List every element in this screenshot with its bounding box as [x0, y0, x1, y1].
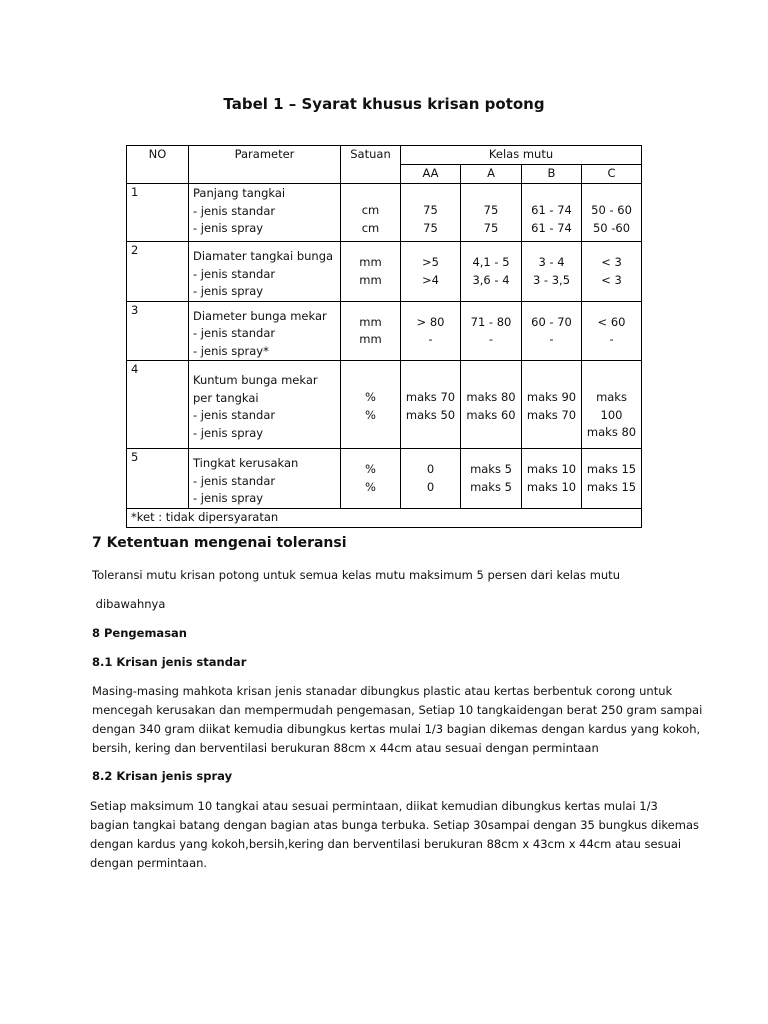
cell-parameter — [189, 361, 341, 449]
cell-a — [461, 301, 522, 361]
header-a: A — [461, 165, 522, 184]
cell-b-line: maks 90 — [526, 390, 577, 404]
cell-no: 3 — [127, 301, 189, 361]
cell-satuan — [341, 361, 401, 449]
cell-b-stack — [526, 361, 577, 424]
cell-satuan-stack — [345, 184, 396, 237]
cell-parameter — [189, 242, 341, 302]
table-body — [127, 184, 642, 509]
header-kelas-mutu: Kelas mutu — [401, 146, 642, 165]
cell-parameter-line: - jenis spray — [193, 284, 264, 298]
cell-c-line: maks 15 — [586, 462, 637, 476]
cell-satuan-line: % — [365, 479, 376, 494]
cell-c-line: maks 15 — [586, 479, 637, 494]
cell-satuan-line: mm — [359, 272, 382, 287]
cell-c-line: 50 - 60 — [591, 203, 632, 217]
cell-a-line: 71 - 80 — [470, 314, 512, 329]
cell-c-stack — [586, 361, 637, 442]
table-title: Tabel 1 – Syarat khusus krisan potong — [223, 95, 545, 113]
cell-parameter-line: - jenis standar — [193, 408, 276, 422]
cell-parameter-line: - jenis spray — [193, 491, 264, 505]
cell-parameter-line: per tangkai — [193, 390, 259, 405]
cell-a-line: 3,6 - 4 — [472, 272, 510, 287]
cell-c-line: 50 -60 — [592, 220, 631, 235]
cell-b — [522, 184, 582, 242]
cell-parameter-stack — [193, 302, 336, 361]
cell-parameter-line: Diameter bunga mekar — [193, 308, 327, 323]
cell-parameter-stack — [193, 184, 336, 238]
cell-b-line: 3 - 4 — [538, 255, 565, 269]
header-c: C — [582, 165, 642, 184]
cell-b-stack — [526, 184, 577, 237]
table-row — [127, 184, 642, 242]
cell-b-line: 60 - 70 — [531, 314, 572, 329]
cell-aa-line: 75 — [423, 220, 438, 235]
cell-b-line: maks 10 — [526, 479, 577, 494]
cell-a-line: maks 80 — [466, 390, 516, 404]
cell-aa — [401, 449, 461, 509]
cell-b-line: maks 10 — [526, 462, 577, 476]
cell-satuan — [341, 184, 401, 242]
cell-c — [582, 184, 642, 242]
cell-parameter-line: Diamater tangkai bunga — [193, 249, 334, 263]
cell-b-stack — [526, 302, 577, 349]
paragraph-line: bersih, kering dan berventilasi berukuran 88cm x 44cm atau sesuai dengan permintaan — [92, 741, 599, 755]
cell-c-line: maks 80 — [586, 425, 637, 439]
cell-a-stack — [465, 242, 517, 289]
paragraph-line: dengan 340 gram diikat kemudia dibungkus kertas mulai 1/3 bagian dikemas dengan kardus yang kokoh, — [92, 722, 701, 736]
cell-b — [522, 449, 582, 509]
table-row — [127, 301, 642, 361]
cell-c — [582, 361, 642, 449]
cell-c-line: 100 — [600, 407, 623, 422]
cell-parameter-line: Panjang tangkai — [193, 186, 286, 200]
section-8-2-title: 8.2 Krisan jenis spray — [92, 769, 233, 783]
cell-aa-stack — [405, 302, 456, 349]
cell-a — [461, 361, 522, 449]
cell-satuan-line: % — [365, 462, 376, 476]
cell-aa — [401, 301, 461, 361]
cell-parameter-line: - jenis spray* — [193, 343, 269, 358]
cell-a-line: 4,1 - 5 — [472, 255, 510, 269]
cell-a-line: 75 — [483, 220, 499, 235]
cell-satuan — [341, 242, 401, 302]
cell-parameter — [189, 184, 341, 242]
paragraph-line: dengan permintaan. — [90, 856, 208, 870]
cell-c-stack — [586, 302, 637, 349]
cell-parameter-line: - jenis standar — [193, 326, 276, 340]
cell-a-stack — [465, 449, 517, 496]
cell-parameter-line: - jenis standar — [193, 203, 276, 218]
cell-c-line: < 3 — [601, 272, 622, 287]
cell-parameter-stack — [193, 449, 336, 508]
cell-parameter-line: - jenis standar — [193, 473, 276, 488]
table-note: *ket : tidak dipersyaratan — [127, 508, 642, 527]
cell-satuan-line: cm — [361, 220, 380, 235]
cell-satuan-line: mm — [359, 332, 382, 346]
cell-a — [461, 184, 522, 242]
cell-parameter — [189, 449, 341, 509]
cell-c-line: - — [609, 332, 614, 346]
cell-b-line: 61 - 74 — [531, 203, 572, 217]
cell-satuan-line: cm — [361, 203, 380, 217]
cell-parameter-line: - jenis standar — [193, 266, 276, 281]
cell-parameter-line: Tingkat kerusakan — [193, 456, 299, 470]
cell-c — [582, 449, 642, 509]
cell-aa-stack — [405, 242, 456, 289]
cell-satuan-line: mm — [359, 314, 382, 329]
paragraph-line: dengan kardus yang kokoh,bersih,kering dan berventilasi berukuran 88cm x 43cm x 44cm atau sesuai — [90, 837, 682, 851]
cell-satuan-line: % — [365, 407, 376, 422]
header-row — [127, 146, 642, 165]
section-7-line-1: Toleransi mutu krisan potong untuk semua kelas mutu maksimum 5 persen dari kelas mutu — [92, 568, 620, 582]
cell-aa-line: maks 50 — [405, 407, 456, 422]
cell-satuan — [341, 449, 401, 509]
cell-satuan — [341, 301, 401, 361]
cell-aa-line: maks 70 — [405, 390, 456, 404]
cell-a-line: maks 5 — [470, 479, 512, 494]
note-row — [127, 508, 642, 527]
cell-a-line: maks 5 — [470, 462, 512, 476]
cell-aa-line: - — [428, 332, 433, 346]
cell-b-line: 3 - 3,5 — [532, 272, 571, 287]
cell-aa-line: 0 — [426, 462, 435, 476]
cell-b-line: 61 - 74 — [531, 220, 572, 235]
cell-a-stack — [465, 184, 517, 237]
cell-b — [522, 242, 582, 302]
cell-c-line: < 60 — [597, 314, 626, 329]
cell-satuan-stack — [345, 302, 396, 349]
cell-satuan-stack — [345, 242, 396, 289]
paragraph-line: mencegah kerusakan dan mempermudah pengemasan, Setiap 10 tangkaidengan berat 250 gram sampai — [92, 703, 703, 717]
cell-parameter-stack — [193, 361, 336, 442]
cell-satuan-stack — [345, 361, 396, 424]
cell-no: 1 — [127, 184, 189, 242]
cell-b — [522, 361, 582, 449]
cell-c-stack — [586, 449, 637, 496]
cell-a-stack — [465, 361, 517, 424]
cell-b — [522, 301, 582, 361]
header-parameter: Parameter — [189, 146, 341, 184]
cell-a — [461, 242, 522, 302]
cell-b-stack — [526, 242, 577, 289]
header-no: NO — [127, 146, 189, 184]
cell-a — [461, 449, 522, 509]
cell-aa-stack — [405, 361, 456, 424]
cell-aa-line: 0 — [426, 479, 435, 494]
cell-parameter-stack — [193, 242, 336, 301]
cell-b-stack — [526, 449, 577, 496]
cell-a-stack — [465, 302, 517, 349]
spec-table — [126, 145, 642, 528]
cell-c — [582, 242, 642, 302]
paragraph-line: bagian tangkai batang dengan bagian atas bunga terbuka. Setiap 30sampai dengan 35 bungkus dikemas — [90, 818, 699, 832]
section-8-2-paragraph — [90, 797, 699, 873]
table-row — [127, 242, 642, 302]
cell-no: 4 — [127, 361, 189, 449]
table-row — [127, 361, 642, 449]
cell-aa — [401, 242, 461, 302]
cell-c — [582, 301, 642, 361]
cell-a-line: 75 — [483, 203, 499, 217]
cell-a-line: maks 60 — [466, 407, 516, 422]
cell-b-line: - — [549, 332, 554, 346]
cell-aa-line: >5 — [422, 255, 439, 269]
cell-c-stack — [586, 184, 637, 237]
paragraph-line: Setiap maksimum 10 tangkai atau sesuai permintaan, diikat kemudian dibungkus kertas mulai 1/3 — [90, 799, 658, 813]
section-7-line-2: dibawahnya — [92, 597, 166, 611]
cell-satuan-line: % — [365, 390, 376, 404]
cell-no: 5 — [127, 449, 189, 509]
section-8-title: 8 Pengemasan — [92, 626, 187, 640]
cell-b-line: maks 70 — [526, 407, 577, 422]
cell-aa-stack — [405, 184, 456, 237]
cell-satuan-stack — [345, 449, 396, 496]
cell-aa — [401, 184, 461, 242]
cell-aa — [401, 361, 461, 449]
cell-c-stack — [586, 242, 637, 289]
cell-parameter-line: - jenis spray — [193, 425, 264, 440]
table-row — [127, 449, 642, 509]
cell-c-line: < 3 — [601, 255, 622, 269]
header-b: B — [522, 165, 582, 184]
cell-aa-line: >4 — [422, 272, 439, 287]
section-8-1-title: 8.1 Krisan jenis standar — [92, 655, 247, 669]
cell-aa-line: > 80 — [416, 314, 445, 329]
cell-a-line: - — [488, 332, 494, 346]
cell-parameter-line: - jenis spray — [193, 221, 264, 235]
header-satuan: Satuan — [341, 146, 401, 184]
cell-no: 2 — [127, 242, 189, 302]
cell-aa-stack — [405, 449, 456, 496]
header-aa: AA — [401, 165, 461, 184]
paragraph-line: Masing-masing mahkota krisan jenis stanadar dibungkus plastic atau kertas berbentuk corong untuk — [92, 684, 673, 698]
cell-parameter — [189, 301, 341, 361]
cell-aa-line: 75 — [423, 203, 438, 217]
section-7-title: 7 Ketentuan mengenai toleransi — [92, 535, 347, 551]
section-8-1-paragraph — [92, 682, 702, 758]
cell-parameter-line: Kuntum bunga mekar — [193, 373, 318, 387]
cell-c-line: maks — [596, 390, 627, 404]
cell-satuan-line: mm — [359, 255, 382, 269]
